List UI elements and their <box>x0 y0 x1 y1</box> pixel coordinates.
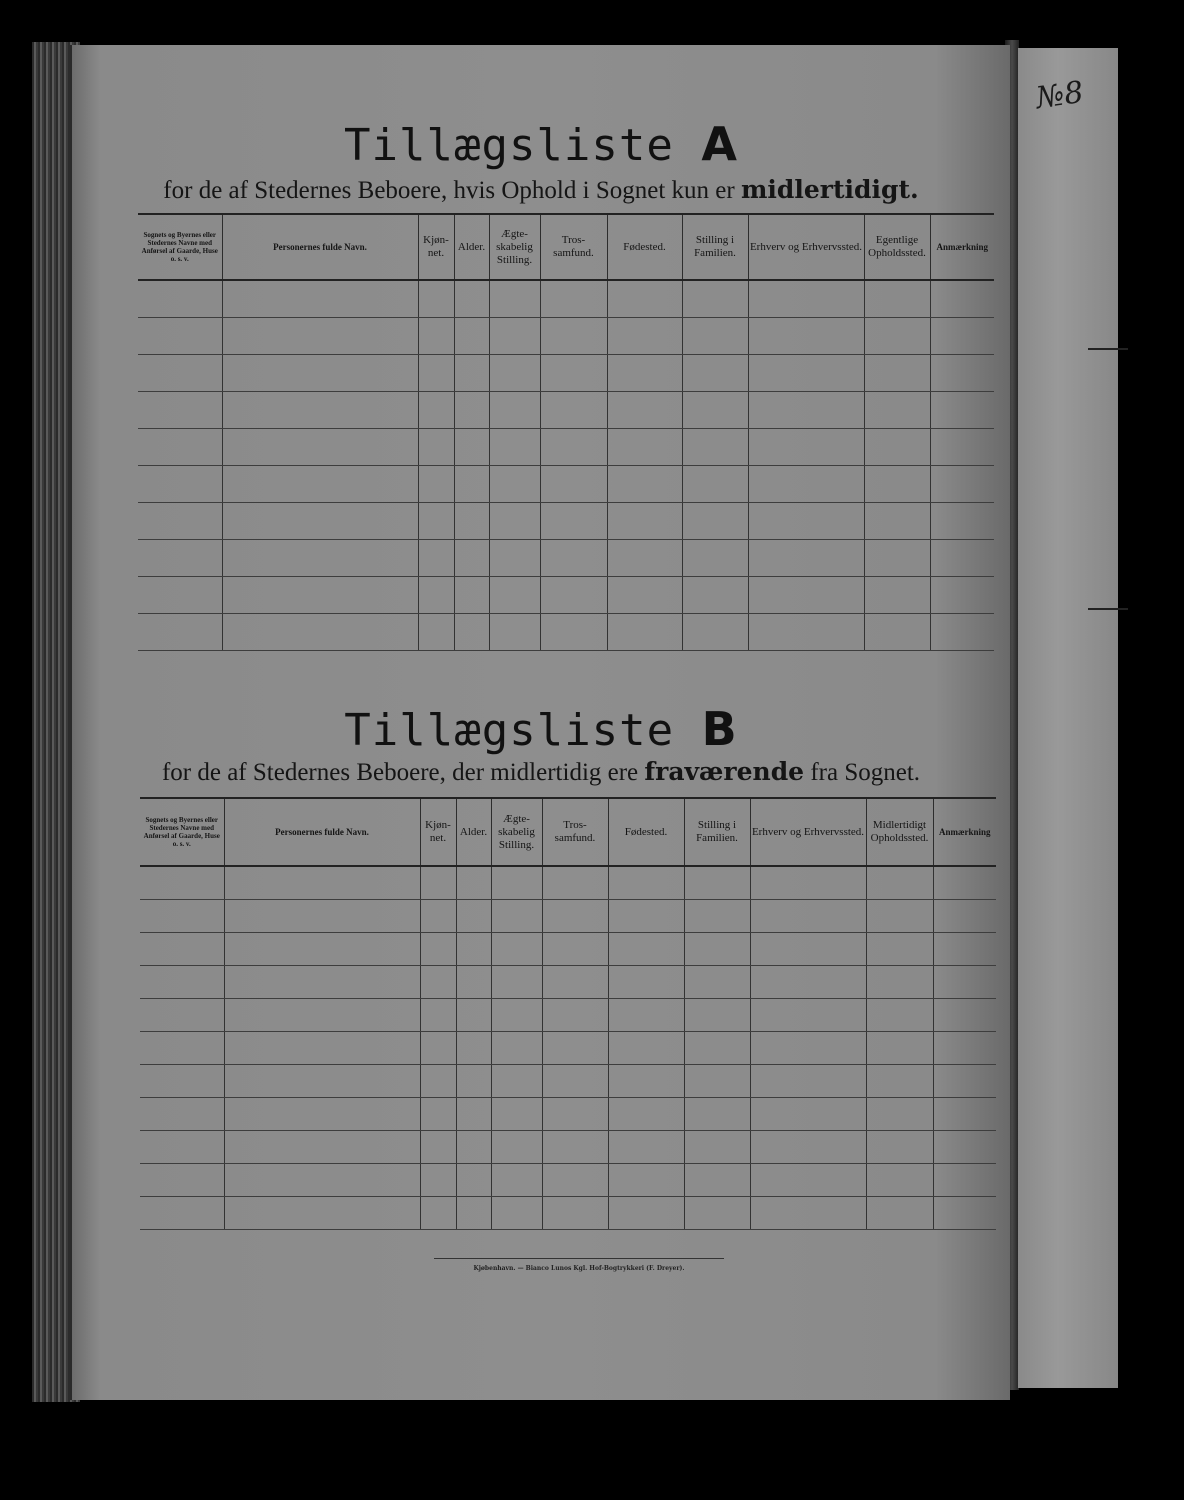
section-b-column-header: Alder. <box>456 798 491 866</box>
section-b-subtitle <box>72 757 1010 787</box>
table-cell <box>491 1196 542 1229</box>
table-cell <box>866 965 933 998</box>
section-b-column-header: Erhverv og Erhvervssted. <box>750 798 866 866</box>
table-cell <box>491 1163 542 1196</box>
table-cell <box>454 428 489 465</box>
section-b-title-text: Tillægsliste <box>344 705 675 756</box>
table-row <box>140 998 996 1031</box>
table-cell <box>864 428 930 465</box>
table-cell <box>456 1031 491 1064</box>
table-cell <box>866 1196 933 1229</box>
table-cell <box>608 1196 684 1229</box>
table-cell <box>418 613 454 650</box>
table-cell <box>748 428 864 465</box>
table-cell <box>140 965 224 998</box>
table-cell <box>540 539 607 576</box>
table-cell <box>489 576 540 613</box>
table-cell <box>140 1130 224 1163</box>
table-row <box>140 1064 996 1097</box>
table-row <box>140 1196 996 1229</box>
section-b-column-header: Stilling i Familien. <box>684 798 750 866</box>
table-cell <box>864 280 930 317</box>
table-cell <box>491 1130 542 1163</box>
table-cell <box>748 391 864 428</box>
table-cell <box>750 1097 866 1130</box>
table-cell <box>140 899 224 932</box>
table-cell <box>748 465 864 502</box>
table-cell <box>138 465 222 502</box>
table-cell <box>682 428 748 465</box>
table-cell <box>607 465 682 502</box>
table-cell <box>933 1130 996 1163</box>
section-b-column-header: Tros-samfund. <box>542 798 608 866</box>
table-cell <box>489 317 540 354</box>
table-cell <box>222 502 418 539</box>
table-cell <box>750 1031 866 1064</box>
section-b-title <box>72 702 1010 756</box>
table-cell <box>222 576 418 613</box>
table-row <box>138 280 994 317</box>
table-cell <box>542 1064 608 1097</box>
table-cell <box>418 317 454 354</box>
section-a-title-text: Tillægsliste <box>344 120 674 171</box>
table-cell <box>682 613 748 650</box>
table-cell <box>140 1064 224 1097</box>
table-cell <box>454 576 489 613</box>
table-cell <box>933 932 996 965</box>
table-cell <box>608 1163 684 1196</box>
table-row <box>140 1031 996 1064</box>
table-cell <box>542 1130 608 1163</box>
table-cell <box>140 1196 224 1229</box>
table-cell <box>491 1064 542 1097</box>
table-cell <box>456 1163 491 1196</box>
table-cell <box>864 502 930 539</box>
table-cell <box>454 280 489 317</box>
section-b-table <box>140 797 996 1230</box>
table-cell <box>224 866 420 899</box>
table-cell <box>930 613 994 650</box>
table-cell <box>138 354 222 391</box>
table-cell <box>930 391 994 428</box>
table-cell <box>930 280 994 317</box>
table-cell <box>607 428 682 465</box>
table-row <box>140 1097 996 1130</box>
table-cell <box>682 317 748 354</box>
table-cell <box>456 1097 491 1130</box>
section-a-column-header: Anmærkning <box>930 214 994 280</box>
table-cell <box>608 1031 684 1064</box>
table-cell <box>454 539 489 576</box>
section-a-column-header: Stilling i Familien. <box>682 214 748 280</box>
table-cell <box>542 998 608 1031</box>
section-a-body <box>138 280 994 650</box>
table-row <box>138 613 994 650</box>
table-row <box>140 965 996 998</box>
table-cell <box>748 280 864 317</box>
table-cell <box>222 428 418 465</box>
table-cell <box>750 932 866 965</box>
table-cell <box>933 965 996 998</box>
table-cell <box>540 576 607 613</box>
table-cell <box>454 354 489 391</box>
table-cell <box>540 354 607 391</box>
section-b-column-header: Kjøn-net. <box>420 798 456 866</box>
rule-line <box>1088 348 1128 350</box>
table-cell <box>489 613 540 650</box>
section-b-column-header: Fødested. <box>608 798 684 866</box>
table-cell <box>542 965 608 998</box>
table-cell <box>454 317 489 354</box>
table-cell <box>608 1130 684 1163</box>
table-cell <box>607 317 682 354</box>
table-cell <box>489 428 540 465</box>
table-cell <box>684 1031 750 1064</box>
table-cell <box>864 465 930 502</box>
table-cell <box>540 280 607 317</box>
table-cell <box>489 465 540 502</box>
table-cell <box>420 1031 456 1064</box>
table-cell <box>138 576 222 613</box>
table-cell <box>542 1163 608 1196</box>
table-cell <box>140 1097 224 1130</box>
section-b-column-header: Midlertidigt Opholdssted. <box>866 798 933 866</box>
table-cell <box>866 866 933 899</box>
table-cell <box>750 1163 866 1196</box>
section-a-subtitle-bold: midlertidigt. <box>740 175 919 204</box>
table-cell <box>933 1163 996 1196</box>
table-cell <box>933 899 996 932</box>
table-cell <box>684 1130 750 1163</box>
table-cell <box>750 1196 866 1229</box>
table-cell <box>222 613 418 650</box>
table-cell <box>138 280 222 317</box>
table-cell <box>608 1064 684 1097</box>
section-a-column-header: Egentlige Opholdssted. <box>864 214 930 280</box>
table-row <box>140 1130 996 1163</box>
table-cell <box>138 317 222 354</box>
table-cell <box>750 866 866 899</box>
table-cell <box>607 391 682 428</box>
table-cell <box>456 1064 491 1097</box>
table-row <box>138 391 994 428</box>
table-cell <box>491 932 542 965</box>
table-cell <box>489 280 540 317</box>
table-cell <box>418 391 454 428</box>
table-row <box>138 539 994 576</box>
table-cell <box>491 965 542 998</box>
table-cell <box>222 465 418 502</box>
table-cell <box>224 1130 420 1163</box>
table-cell <box>420 1196 456 1229</box>
table-cell <box>930 428 994 465</box>
table-cell <box>418 539 454 576</box>
table-cell <box>224 899 420 932</box>
table-cell <box>930 539 994 576</box>
table-cell <box>456 1130 491 1163</box>
table-cell <box>930 354 994 391</box>
table-cell <box>140 1163 224 1196</box>
table-cell <box>866 1163 933 1196</box>
table-cell <box>684 998 750 1031</box>
table-row <box>138 354 994 391</box>
table-cell <box>684 965 750 998</box>
table-cell <box>866 899 933 932</box>
table-cell <box>608 965 684 998</box>
table-cell <box>608 998 684 1031</box>
table-cell <box>224 965 420 998</box>
table-cell <box>607 539 682 576</box>
table-cell <box>420 899 456 932</box>
table-cell <box>748 613 864 650</box>
table-cell <box>540 465 607 502</box>
table-cell <box>489 502 540 539</box>
table-cell <box>684 899 750 932</box>
table-cell <box>420 866 456 899</box>
table-cell <box>489 354 540 391</box>
table-cell <box>748 317 864 354</box>
table-cell <box>224 1163 420 1196</box>
table-cell <box>222 391 418 428</box>
table-cell <box>454 465 489 502</box>
page-number: №8 <box>1033 74 1086 117</box>
table-cell <box>607 354 682 391</box>
table-cell <box>864 539 930 576</box>
table-cell <box>418 465 454 502</box>
table-cell <box>607 280 682 317</box>
table-cell <box>420 1130 456 1163</box>
table-cell <box>420 1097 456 1130</box>
table-row <box>138 428 994 465</box>
table-cell <box>224 932 420 965</box>
table-cell <box>607 502 682 539</box>
facing-page <box>1018 48 1118 1388</box>
table-cell <box>682 502 748 539</box>
section-b-column-header: Personernes fulde Navn. <box>224 798 420 866</box>
table-cell <box>750 899 866 932</box>
table-cell <box>930 576 994 613</box>
table-cell <box>542 866 608 899</box>
table-cell <box>607 576 682 613</box>
table-cell <box>418 428 454 465</box>
table-cell <box>138 391 222 428</box>
table-cell <box>456 1196 491 1229</box>
table-cell <box>608 866 684 899</box>
table-cell <box>138 502 222 539</box>
table-cell <box>456 965 491 998</box>
section-a-column-header: Fødested. <box>607 214 682 280</box>
table-cell <box>866 1031 933 1064</box>
table-cell <box>418 354 454 391</box>
census-page <box>70 45 1010 1400</box>
table-cell <box>224 998 420 1031</box>
section-a-letter: A <box>701 117 738 171</box>
table-cell <box>540 502 607 539</box>
table-cell <box>140 1031 224 1064</box>
table-cell <box>542 1097 608 1130</box>
table-cell <box>750 1130 866 1163</box>
table-cell <box>684 1097 750 1130</box>
table-cell <box>682 465 748 502</box>
table-cell <box>420 965 456 998</box>
table-cell <box>864 317 930 354</box>
table-cell <box>542 1031 608 1064</box>
table-cell <box>866 998 933 1031</box>
table-cell <box>140 932 224 965</box>
table-row <box>138 502 994 539</box>
table-cell <box>222 280 418 317</box>
section-b-subtitle-text: for de af Stedernes Beboere, der midlertidig ere <box>161 759 639 786</box>
table-cell <box>224 1064 420 1097</box>
table-cell <box>540 317 607 354</box>
table-cell <box>420 932 456 965</box>
table-cell <box>418 280 454 317</box>
table-cell <box>456 932 491 965</box>
table-cell <box>222 317 418 354</box>
table-cell <box>864 391 930 428</box>
table-cell <box>682 354 748 391</box>
table-cell <box>140 998 224 1031</box>
table-cell <box>456 866 491 899</box>
table-cell <box>456 899 491 932</box>
table-cell <box>684 1163 750 1196</box>
table-cell <box>933 1097 996 1130</box>
table-cell <box>491 1031 542 1064</box>
table-cell <box>682 280 748 317</box>
table-cell <box>489 391 540 428</box>
table-cell <box>933 998 996 1031</box>
table-row <box>140 932 996 965</box>
table-cell <box>608 899 684 932</box>
section-a-subtitle-text: for de af Stedernes Beboere, hvis Ophold i Sognet kun er <box>163 177 735 204</box>
table-row <box>140 866 996 899</box>
table-cell <box>491 899 542 932</box>
table-cell <box>542 899 608 932</box>
section-a-column-header: Ægte-skabelig Stilling. <box>489 214 540 280</box>
table-cell <box>750 965 866 998</box>
table-cell <box>608 1097 684 1130</box>
table-cell <box>930 502 994 539</box>
section-b-header-row <box>140 798 996 866</box>
table-cell <box>420 998 456 1031</box>
table-cell <box>748 576 864 613</box>
table-cell <box>930 465 994 502</box>
section-a-column-header: Erhverv og Erhvervssted. <box>748 214 864 280</box>
table-cell <box>540 428 607 465</box>
table-cell <box>418 576 454 613</box>
table-cell <box>933 1031 996 1064</box>
table-cell <box>454 502 489 539</box>
table-cell <box>456 998 491 1031</box>
table-cell <box>684 866 750 899</box>
table-cell <box>222 539 418 576</box>
table-cell <box>542 1196 608 1229</box>
section-a-header-row <box>138 214 994 280</box>
table-cell <box>748 354 864 391</box>
table-cell <box>418 502 454 539</box>
section-b-subtitle-bold: fraværende <box>644 757 805 786</box>
section-a-column-header: Tros-samfund. <box>540 214 607 280</box>
table-cell <box>866 1097 933 1130</box>
section-b-subtitle-end: fra Sognet. <box>810 759 921 786</box>
section-b-column-header: Ægte-skabelig Stilling. <box>491 798 542 866</box>
table-cell <box>684 932 750 965</box>
table-row <box>140 899 996 932</box>
table-cell <box>491 998 542 1031</box>
table-cell <box>454 391 489 428</box>
table-row <box>138 317 994 354</box>
table-cell <box>224 1097 420 1130</box>
section-a-column-header: Kjøn-net. <box>418 214 454 280</box>
section-b-letter: B <box>701 702 738 756</box>
table-cell <box>138 613 222 650</box>
section-a-column-header: Alder. <box>454 214 489 280</box>
section-a-column-header: Personernes fulde Navn. <box>222 214 418 280</box>
table-cell <box>866 932 933 965</box>
printer-imprint: Kjøbenhavn. — Bianco Lunos Kgl. Hof-Bogtrykkeri (F. Dreyer). <box>434 1258 724 1272</box>
section-b-body <box>140 866 996 1229</box>
table-cell <box>682 539 748 576</box>
table-cell <box>748 539 864 576</box>
table-cell <box>864 613 930 650</box>
section-a-table <box>138 213 994 651</box>
table-cell <box>748 502 864 539</box>
table-cell <box>540 391 607 428</box>
table-cell <box>222 354 418 391</box>
table-row <box>138 576 994 613</box>
table-cell <box>491 1097 542 1130</box>
table-cell <box>140 866 224 899</box>
rule-line <box>1088 608 1128 610</box>
table-cell <box>420 1163 456 1196</box>
table-cell <box>542 932 608 965</box>
table-cell <box>750 1064 866 1097</box>
table-cell <box>933 866 996 899</box>
table-cell <box>489 539 540 576</box>
table-cell <box>864 576 930 613</box>
table-cell <box>930 317 994 354</box>
table-cell <box>750 998 866 1031</box>
table-cell <box>682 391 748 428</box>
table-cell <box>682 576 748 613</box>
table-cell <box>454 613 489 650</box>
section-b-column-header: Anmærkning <box>933 798 996 866</box>
table-cell <box>607 613 682 650</box>
section-b-column-header: Sognets og Byernes eller Stedernes Navne med Anførsel af Gaarde, Huse o. s. v. <box>140 798 224 866</box>
table-cell <box>684 1064 750 1097</box>
table-cell <box>224 1031 420 1064</box>
table-cell <box>491 866 542 899</box>
table-cell <box>540 613 607 650</box>
table-cell <box>608 932 684 965</box>
section-a-title <box>72 117 1010 171</box>
table-row <box>140 1163 996 1196</box>
table-cell <box>866 1130 933 1163</box>
table-cell <box>933 1196 996 1229</box>
table-row <box>138 465 994 502</box>
section-a-column-header: Sognets og Byernes eller Stedernes Navne med Anførsel af Gaarde, Huse o. s. v. <box>138 214 222 280</box>
table-cell <box>864 354 930 391</box>
table-cell <box>933 1064 996 1097</box>
table-cell <box>866 1064 933 1097</box>
table-cell <box>684 1196 750 1229</box>
table-cell <box>420 1064 456 1097</box>
table-cell <box>224 1196 420 1229</box>
table-cell <box>138 428 222 465</box>
section-a-subtitle <box>72 175 1010 205</box>
table-cell <box>138 539 222 576</box>
